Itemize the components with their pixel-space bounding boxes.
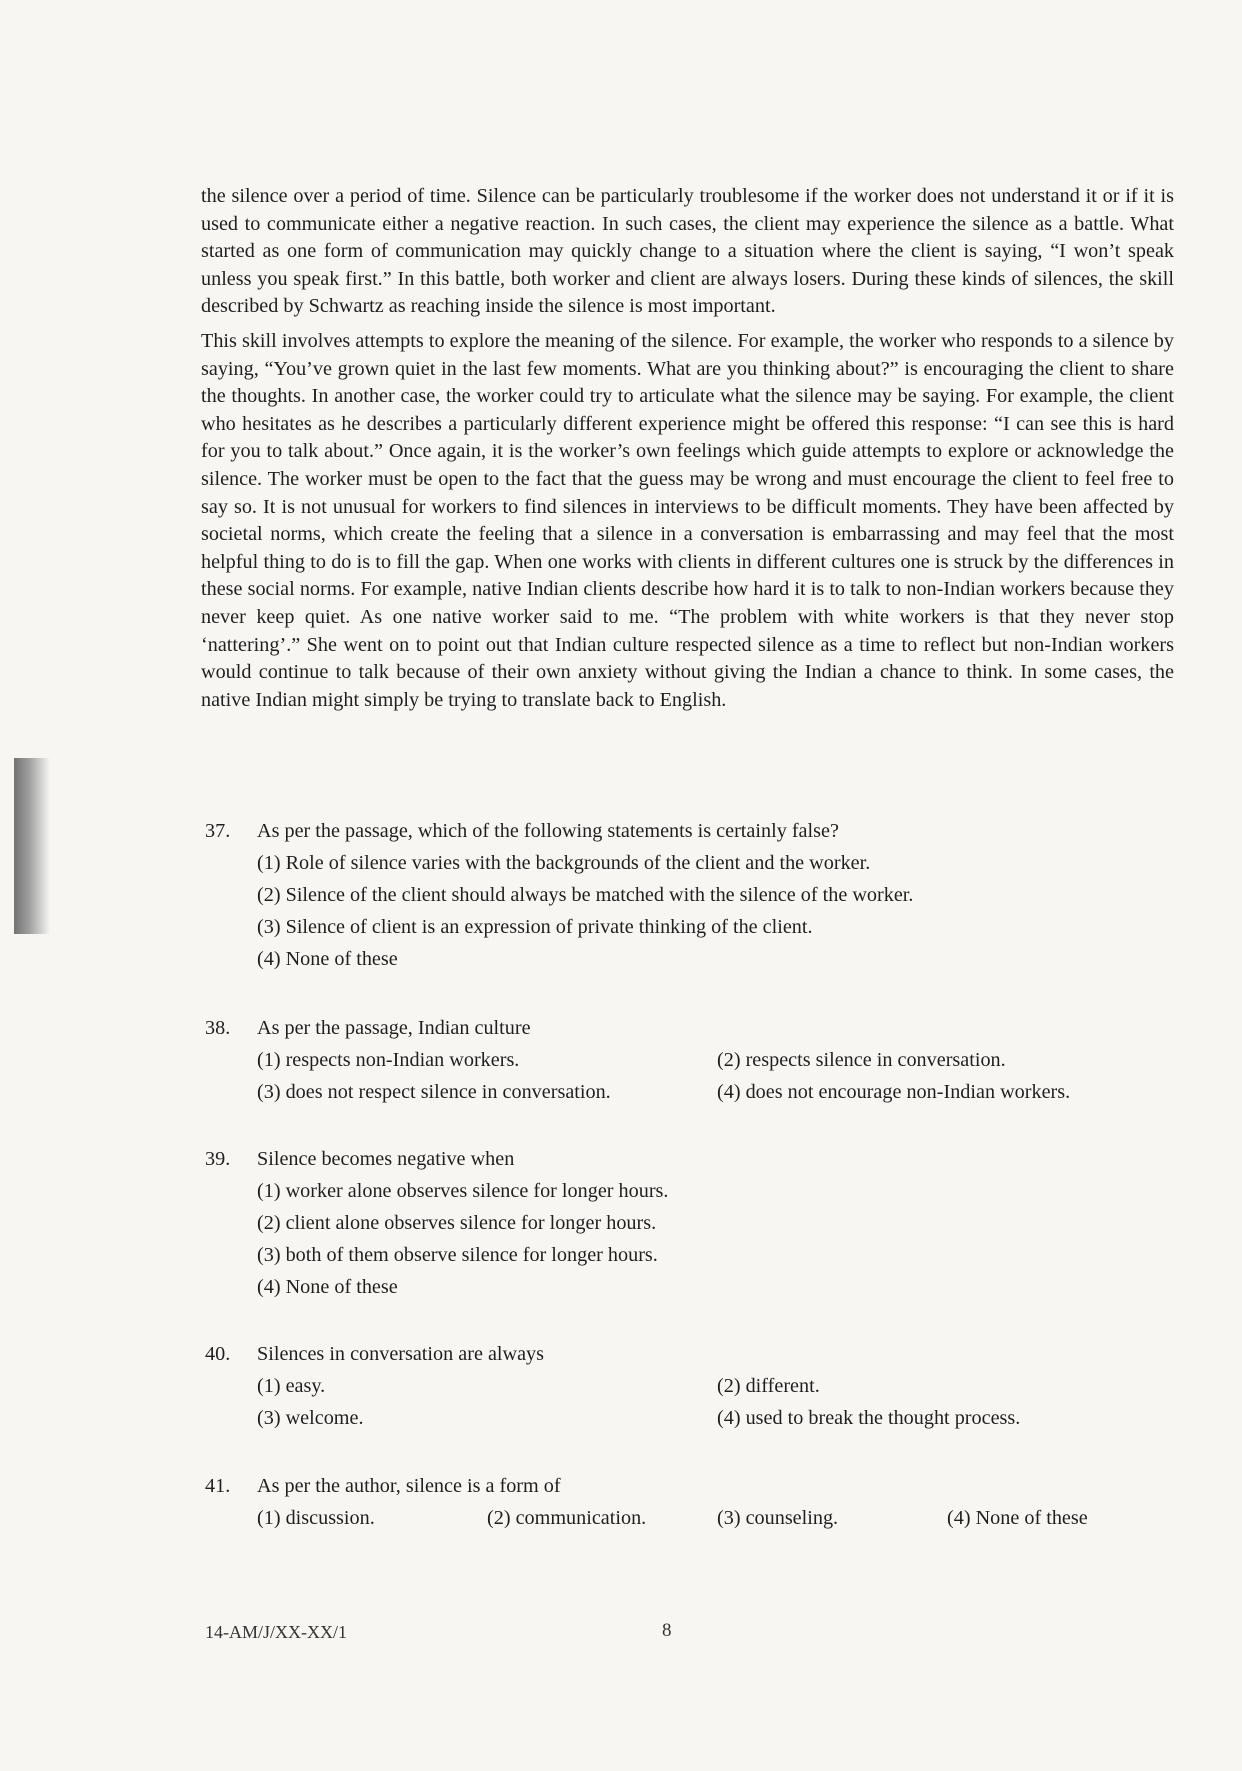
option: (1) easy. (257, 1375, 326, 1397)
question-number: 41. (205, 1475, 231, 1497)
reading-passage (201, 183, 1174, 721)
page-number: 8 (662, 1620, 672, 1641)
question-text: As per the author, silence is a form of (257, 1475, 561, 1497)
options-list (257, 1502, 1165, 1534)
question-number: 38. (205, 1017, 231, 1039)
question-text: As per the passage, which of the following statements is certainly false? (257, 820, 839, 842)
option: (2) respects silence in conversation. (717, 1049, 1006, 1071)
option: (2) different. (717, 1375, 820, 1397)
options-list (257, 1175, 1165, 1303)
option: (2) Silence of the client should always be matched with the silence of the worker. (257, 884, 914, 906)
option: (2) communication. (487, 1507, 647, 1529)
option: (3) Silence of client is an expression of private thinking of the client. (257, 916, 813, 938)
paper-code: 14-AM/J/XX-XX/1 (205, 1622, 347, 1642)
question-number: 39. (205, 1148, 231, 1170)
option: (4) does not encourage non-Indian workers. (717, 1081, 1071, 1103)
option: (1) respects non-Indian workers. (257, 1049, 520, 1071)
options-list (257, 847, 1165, 975)
question-number: 37. (205, 820, 231, 842)
passage-paragraph: the silence over a period of time. Silence can be particularly troublesome if the worker does not understand it or if it is used to communicate either a negative reaction. In such cases, the client may experience the silence as a battle. What started as one form of communication may quickly change to a situation where the client is saying, “I won’t speak unless you speak first.” In this battle, both worker and client are always losers. During these kinds of silences, the skill described by Schwartz as reaching inside the silence is most important. (201, 185, 1174, 318)
question-39 (205, 1143, 1165, 1303)
options-list (257, 1044, 1165, 1108)
passage-paragraph: This skill involves attempts to explore the meaning of the silence. For example, the worker who responds to a silence by saying, “You’ve grown quiet in the last few moments. What are you thinking about?” is encouraging the client to share the thoughts. In another case, the worker could try to articulate what the silence may be saying. For example, the client who hesitates as he describes a particularly different experience might be offered this response: “I can see this is hard for you to talk about.” Once again, it is the worker’s own feelings which guide attempts to explore or acknowledge the silence. The worker must be open to the fact that the guess may be wrong and must encourage the client to feel free to say so. It is not unusual for workers to find silences in interviews to be difficult moments. They have been affected by societal norms, which create the feeling that a silence in a conversation is embarrassing and may feel that the most helpful thing to do is to fill the gap. When one works with clients in different cultures one is struck by the differences in these social norms. For example, native Indian clients describe how hard it is to talk to non-Indian workers because they never keep quiet. As one native worker said to me. “The problem with white workers is that they never stop ‘nattering’.” She went on to point out that Indian culture respected silence as a time to reflect but non-Indian workers would continue to talk because of their own anxiety without giving the Indian a chance to think. In some cases, the native Indian might simply be trying to translate back to English. (201, 329, 1174, 711)
options-list (257, 1370, 1165, 1434)
question-40 (205, 1338, 1165, 1434)
question-41 (205, 1470, 1165, 1534)
option: (3) counseling. (717, 1507, 839, 1529)
question-number: 40. (205, 1343, 231, 1365)
scan-edge-mark (14, 758, 50, 934)
question-text: As per the passage, Indian culture (257, 1017, 531, 1039)
question-38 (205, 1012, 1165, 1108)
question-37 (205, 815, 1165, 975)
option: (3) welcome. (257, 1407, 364, 1429)
option: (4) None of these (257, 948, 398, 970)
option: (3) does not respect silence in conversation. (257, 1081, 611, 1103)
option: (3) both of them observe silence for longer hours. (257, 1244, 658, 1266)
question-text: Silences in conversation are always (257, 1343, 545, 1365)
option: (1) discussion. (257, 1507, 375, 1529)
option: (1) worker alone observes silence for longer hours. (257, 1180, 669, 1202)
option: (4) None of these (947, 1507, 1088, 1529)
option: (2) client alone observes silence for longer hours. (257, 1212, 657, 1234)
option: (1) Role of silence varies with the backgrounds of the client and the worker. (257, 852, 871, 874)
question-text: Silence becomes negative when (257, 1148, 515, 1170)
option: (4) used to break the thought process. (717, 1407, 1021, 1429)
option: (4) None of these (257, 1276, 398, 1298)
